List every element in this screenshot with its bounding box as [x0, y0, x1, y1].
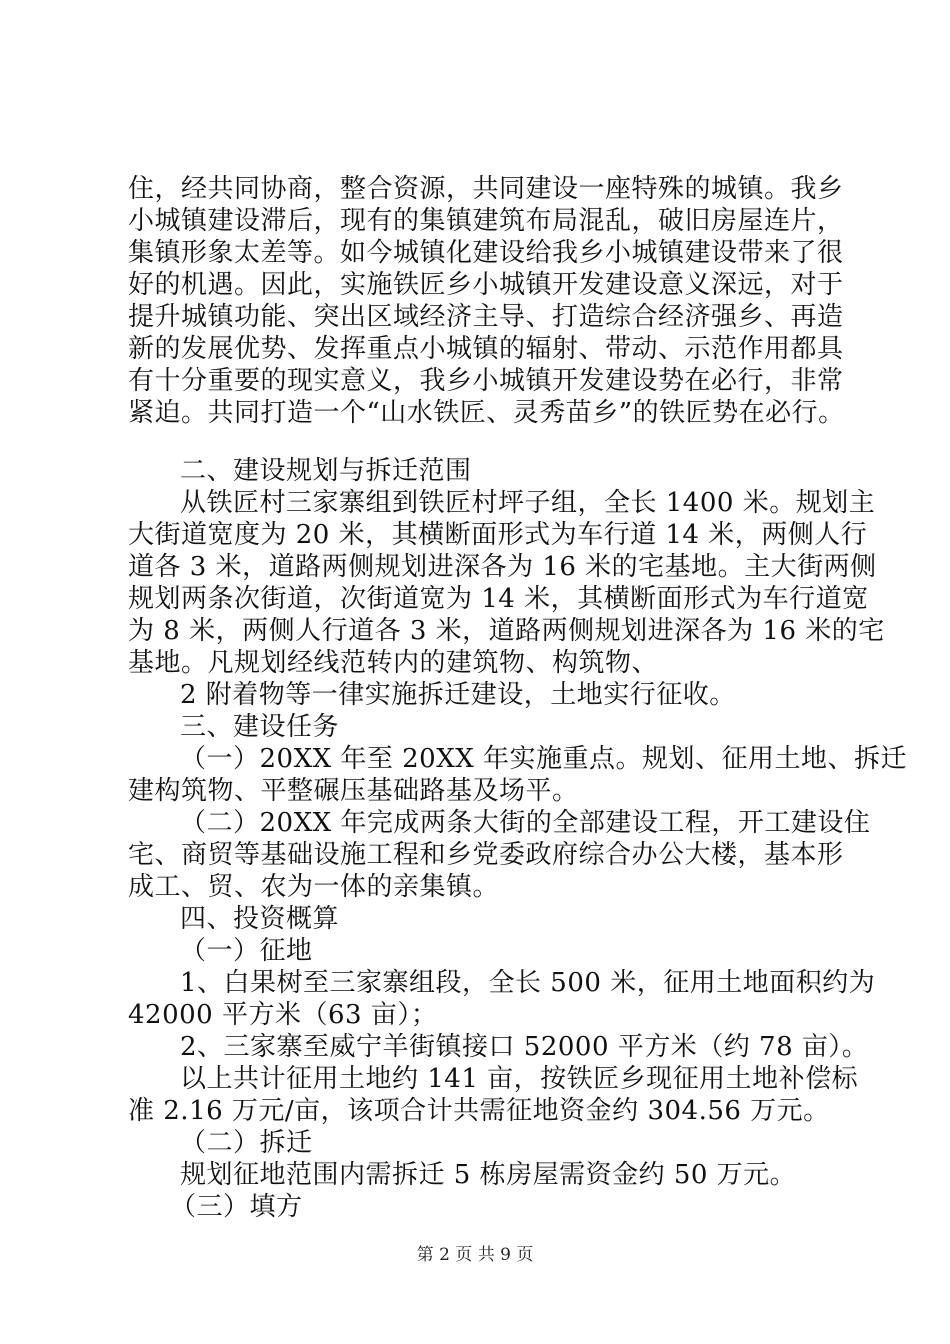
paragraph-line: 紧迫。共同打造一个“山水铁匠、灵秀苗乡”的铁匠势在必行。 — [128, 398, 845, 428]
subsection-heading: （三）填方 — [170, 1192, 303, 1222]
paragraph-line: 有十分重要的现实意义，我乡小城镇开发建设势在必行，非常 — [128, 366, 844, 396]
paragraph-line: 42000 平方米（63 亩）； — [128, 1000, 438, 1030]
paragraph-line: 为 8 米，两侧人行道各 3 米，道路两侧规划进深各为 16 米的宅 — [128, 616, 885, 646]
paragraph-line: 大街道宽度为 20 米，其横断面形式为车行道 14 米，两侧人行 — [128, 520, 868, 550]
section-heading: 四、投资概算 — [180, 904, 340, 934]
paragraph-line: 2 附着物等一律实施拆迁建设，土地实行征收。 — [180, 680, 736, 710]
section-heading: 二、建设规划与拆迁范围 — [180, 456, 472, 486]
paragraph-line: 小城镇建设滞后，现有的集镇建筑布局混乱，破旧房屋连片， — [128, 206, 844, 236]
paragraph-line: （一）20XX 年至 20XX 年实施重点。规划、征用土地、拆迁 — [180, 744, 908, 774]
section-heading: 三、建设任务 — [180, 712, 340, 742]
paragraph-line: 规划征地范围内需拆迁 5 栋房屋需资金约 50 万元。 — [180, 1160, 797, 1190]
paragraph-line: 从铁匠村三家寨组到铁匠村坪子组，全长 1400 米。规划主 — [180, 488, 876, 518]
subsection-heading: （二）拆迁 — [180, 1128, 313, 1158]
paragraph-line: （二）20XX 年完成两条大街的全部建设工程，开工建设住 — [180, 808, 871, 838]
paragraph-line: 集镇形象太差等。如今城镇化建设给我乡小城镇建设带来了很 — [128, 238, 844, 268]
paragraph-line: 成工、贸、农为一体的亲集镇。 — [128, 872, 500, 902]
paragraph-line: 1、白果树至三家寨组段，全长 500 米，征用土地面积约为 — [180, 968, 876, 998]
paragraph-line: 好的机遇。因此，实施铁匠乡小城镇开发建设意义深远，对于 — [128, 270, 844, 300]
paragraph-line: 提升城镇功能、突出区域经济主导、打造综合经济强乡、再造 — [128, 302, 844, 332]
paragraph-line: 道各 3 米，道路两侧规划进深各为 16 米的宅基地。主大街两侧 — [128, 552, 877, 582]
paragraph-line: 住，经共同协商，整合资源，共同建设一座特殊的城镇。我乡 — [128, 174, 844, 204]
paragraph-line: 新的发展优势、发挥重点小城镇的辐射、带动、示范作用都具 — [128, 334, 844, 364]
paragraph-line: 2、三家寨至威宁羊街镇接口 52000 平方米（约 78 亩）。 — [180, 1032, 869, 1062]
paragraph-line: 建构筑物、平整碾压基础路基及场平。 — [128, 776, 579, 806]
subsection-heading: （一）征地 — [180, 936, 313, 966]
paragraph-line: 以上共计征用土地约 141 亩，按铁匠乡现征用土地补偿标 — [180, 1064, 859, 1094]
paragraph-line: 规划两条次街道，次街道宽为 14 米，其横断面形式为车行道宽 — [128, 584, 869, 614]
page-indicator: 第 2 页 共 9 页 — [416, 1245, 534, 1265]
paragraph-line: 基地。凡规划经线范转内的建筑物、构筑物、 — [128, 648, 659, 678]
paragraph-line: 宅、商贸等基础设施工程和乡党委政府综合办公大楼，基本形 — [128, 840, 844, 870]
paragraph-line: 准 2.16 万元/亩，该项合计共需征地资金约 304.56 万元。 — [128, 1096, 830, 1126]
